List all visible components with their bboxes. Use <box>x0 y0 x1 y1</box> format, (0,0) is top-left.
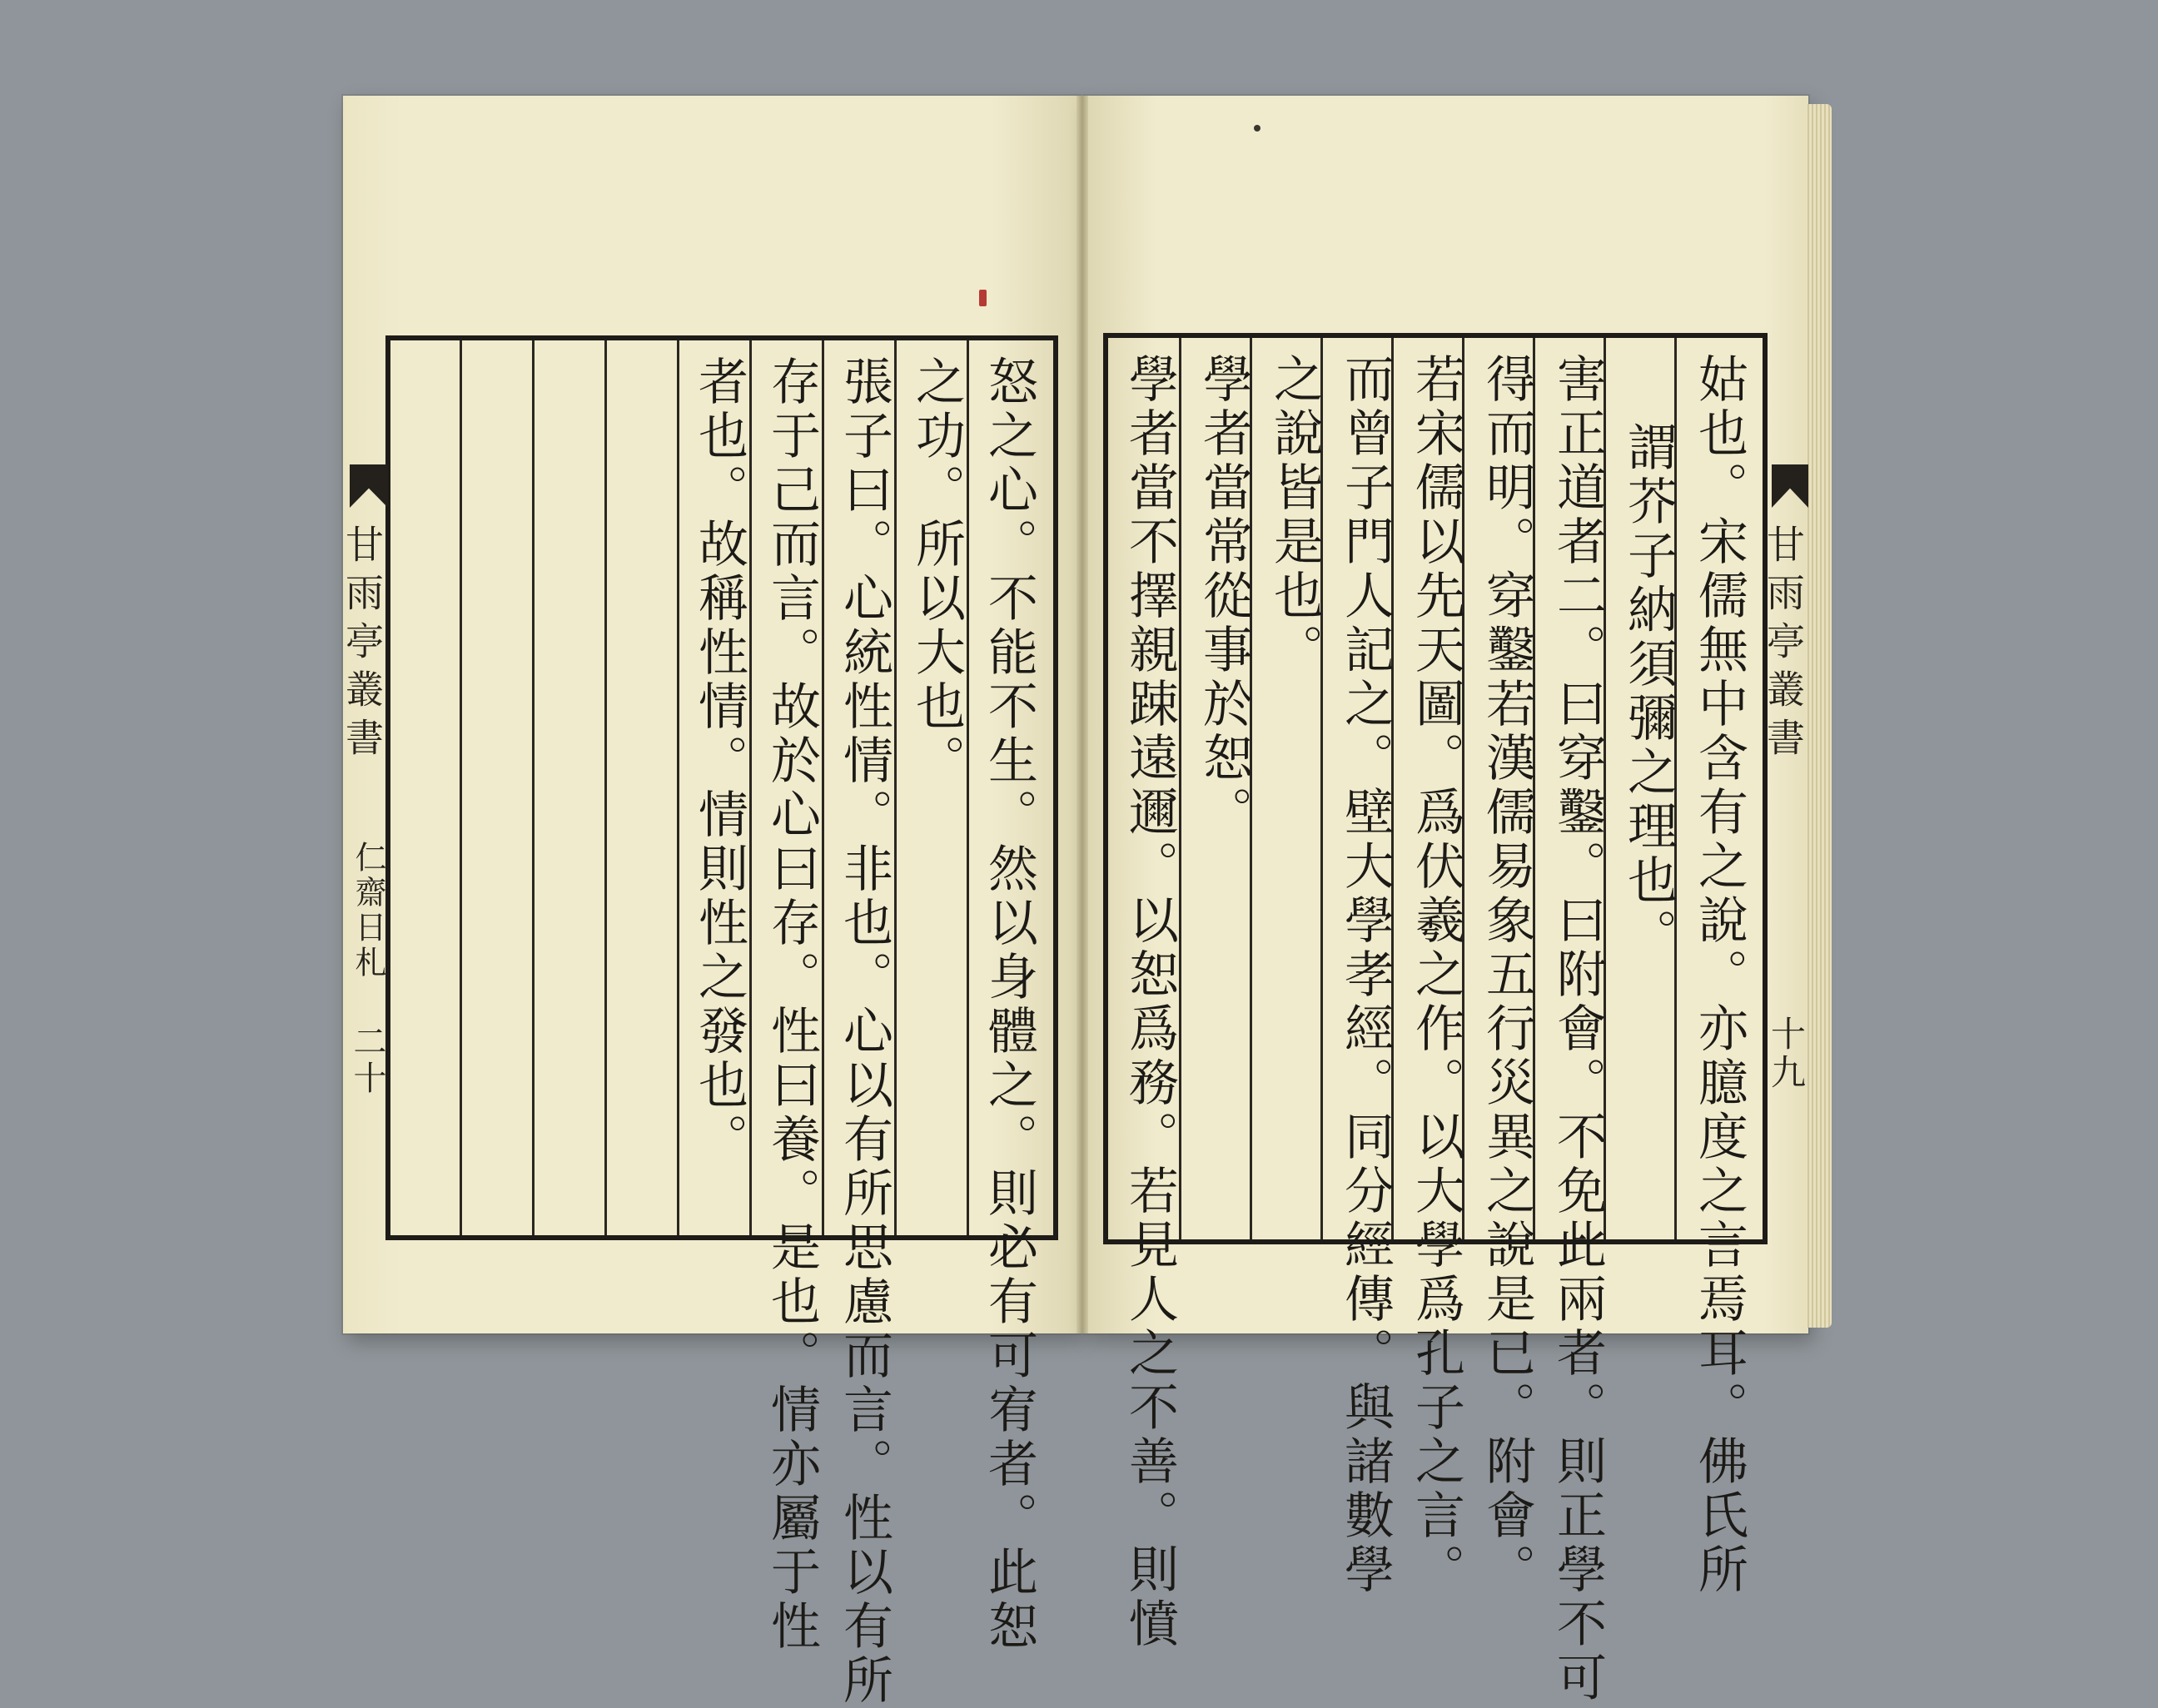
column-rule <box>749 340 752 1235</box>
text-column: 張子曰。心統性情。非也。心以有所思慮而言。性以有所 <box>835 355 893 1708</box>
column-rule <box>822 340 824 1235</box>
column-rule <box>894 340 897 1235</box>
left-text-frame <box>385 335 1058 1708</box>
text-column: 得而明。穿鑿若漢儒易象五行災異之說是已。附會。 <box>1478 353 1536 1597</box>
text-column: 害正道者二。曰穿鑿。曰附會。不免此兩者。則正學不可 <box>1549 353 1607 1706</box>
text-column: 存于己而言。故於心曰存。性曰養。是也。情亦屬于性 <box>763 355 821 1654</box>
red-seal-mark <box>979 290 987 306</box>
ink-dot <box>1254 125 1260 132</box>
text-column: 之說皆是也。 <box>1265 353 1324 678</box>
text-column: 怒之心。不能不生。然以身體之。則必有可宥者。此恕 <box>980 355 1038 1654</box>
spine-title: 甘雨亭叢書 <box>1761 524 1806 766</box>
text-column: 之功。所以大也。 <box>907 355 966 788</box>
right-text-frame <box>1103 333 1768 1706</box>
text-column: 者也。故稱性情。情則性之發也。 <box>690 355 748 1167</box>
spine-folio: 二十 <box>348 1024 386 1097</box>
column-rule <box>604 340 607 1235</box>
column-rule <box>532 340 535 1235</box>
spine-folio: 十九 <box>1766 1015 1807 1092</box>
text-column: 而曾子門人記之。壁大學孝經。同分經傳。與諸數學 <box>1336 353 1395 1597</box>
text-column: 若宋儒以先天圖。爲伏羲之作。以大學爲孔子之言。 <box>1407 353 1465 1597</box>
column-rule <box>677 340 679 1235</box>
spine-title: 甘雨亭叢書 <box>340 524 385 766</box>
spine-section: 仁齋日札 <box>350 841 386 981</box>
column-rule <box>460 340 462 1235</box>
text-column: 學者當常從事於恕。 <box>1195 353 1253 840</box>
text-column: 姑也。宋儒無中含有之說。亦臆度之言焉耳。佛氏所 <box>1690 353 1748 1597</box>
book-gutter <box>1077 96 1088 1333</box>
column-rule <box>967 340 969 1235</box>
text-column: 學者當不擇親踈遠邇。以恕爲務。若見人之不善。則憤 <box>1121 353 1179 1651</box>
text-column: 謂芥子納須彌之理也。 <box>1619 421 1678 962</box>
